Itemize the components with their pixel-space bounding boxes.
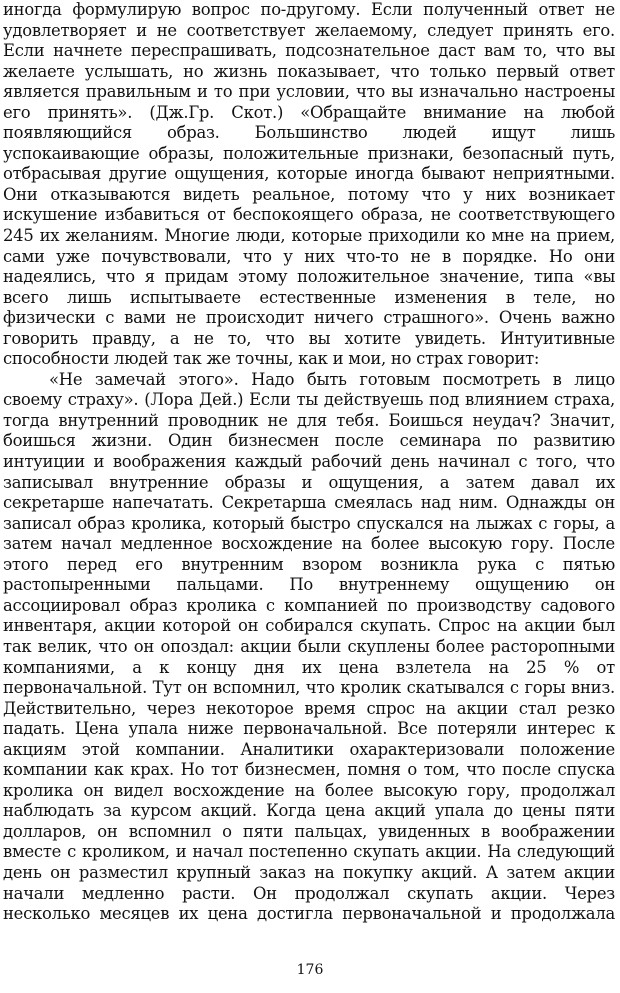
text-line: физически с вами не происходит ничего страшного». Очень важно [3, 308, 615, 328]
text-line: всего лишь испытываете естественные изменения в теле, но [3, 287, 615, 307]
text-line: так велик, что он опоздал: акции были скуплены более расторопными [3, 636, 615, 656]
text-line: начали медленно расти. Он продолжал скупать акции. Через [3, 883, 615, 903]
text-line: Если начнете переспрашивать, подсознательное даст вам то, что вы [3, 41, 615, 61]
text-line: несколько месяцев их цена достигла первоначальной и продолжала [3, 904, 615, 924]
text-line: желаете услышать, но жизнь показывает, что только первый ответ [3, 61, 615, 81]
text-line: компании как крах. Но тот бизнесмен, помня о том, что после спуска [3, 760, 615, 780]
text-line: вместе с кроликом, и начал постепенно скупать акции. На следующий [3, 842, 615, 862]
text-line: интуиции и воображения каждый рабочий день начинал с того, что [3, 452, 615, 472]
text-line: «Не замечай этого». Надо быть готовым посмотреть в лицо [49, 369, 615, 389]
text-line: сами уже почувствовали, что у них что-то не в порядке. Но они [3, 246, 615, 266]
text-line: отбрасывая другие ощущения, которые иногда бывают неприятными. [3, 164, 615, 184]
text-line: успокаивающие образы, положительные признаки, безопасный путь, [3, 143, 615, 163]
text-line: инвентаря, акции которой он собирался скупать. Спрос на акции был [3, 616, 615, 636]
text-line: кролика он видел восхождение на более высокую гору, продолжал [3, 780, 615, 800]
text-line: затем начал медленное восхождение на более высокую гору. После [3, 534, 615, 554]
text-line: иногда формулирую вопрос по-другому. Если полученный ответ не [3, 0, 615, 19]
text-line: записывал внутренние образы и ощущения, а затем давал их [3, 472, 615, 492]
text-line: говорить правду, а не то, что вы хотите увидеть. Интуитивные [3, 328, 615, 348]
text-line: первоначальной. Тут он вспомнил, что кролик скатывался с горы вниз. [3, 678, 615, 698]
text-line: этого перед его внутренним взором возникла рука с пятью [3, 554, 615, 574]
text-line: ассоциировал образ кролика с компанией по производству садового [3, 595, 615, 615]
text-line: является правильным и то при условии, что вы изначально настроены [3, 82, 615, 102]
text-line: компаниями, а к концу дня их цена взлетела на 25 % от [3, 657, 615, 677]
text-line: тогда внутренний проводник не для тебя. Боишься неудач? Значит, [3, 410, 615, 430]
text-line: его принять». (Дж.Гр. Скот.) «Обращайте внимание на любой [3, 102, 615, 122]
text-line: Действительно, через некоторое время спрос на акции стал резко [3, 698, 615, 718]
text-line: акциям этой компании. Аналитики охарактеризовали положение [3, 739, 615, 759]
page-number: 176 [296, 962, 324, 978]
text-line: падать. Цена упала ниже первоначальной. Все потеряли интерес к [3, 719, 615, 739]
text-line: день он разместил крупный заказ на покупку акций. А затем акции [3, 862, 615, 882]
text-line: секретарше напечатать. Секретарша смеялась над ним. Однажды он [3, 493, 615, 513]
text-line: удовлетворяет и не соответствует желаемому, следует принять его. [3, 20, 615, 40]
text-line: способности людей так же точны, как и мои, но страх говорит: [3, 349, 540, 369]
text-line: надеялись, что я придам этому положительное значение, типа «вы [3, 267, 615, 287]
text-line: 245 их желаниям. Многие люди, которые приходили ко мне на прием, [3, 226, 615, 246]
body-text [3, 0, 615, 925]
text-line: долларов, он вспомнил о пяти пальцах, увиденных в воображении [3, 821, 615, 841]
text-line: Они отказываются видеть реальное, потому что у них возникает [3, 184, 615, 204]
text-line: появляющийся образ. Большинство людей ищут лишь [3, 123, 615, 143]
text-line: растопыренными пальцами. По внутреннему ощущению он [3, 575, 615, 595]
text-line: своему страху». (Лора Дей.) Если ты действуешь под влиянием страха, [3, 390, 615, 410]
text-line: искушение избавиться от беспокоящего образа, не соответствующего [3, 205, 615, 225]
text-line: боишься жизни. Один бизнесмен после семинара по развитию [3, 431, 615, 451]
text-line: наблюдать за курсом акций. Когда цена акций упала до цены пяти [3, 801, 615, 821]
text-line: записал образ кролика, который быстро спускался на лыжах с горы, а [3, 513, 615, 533]
